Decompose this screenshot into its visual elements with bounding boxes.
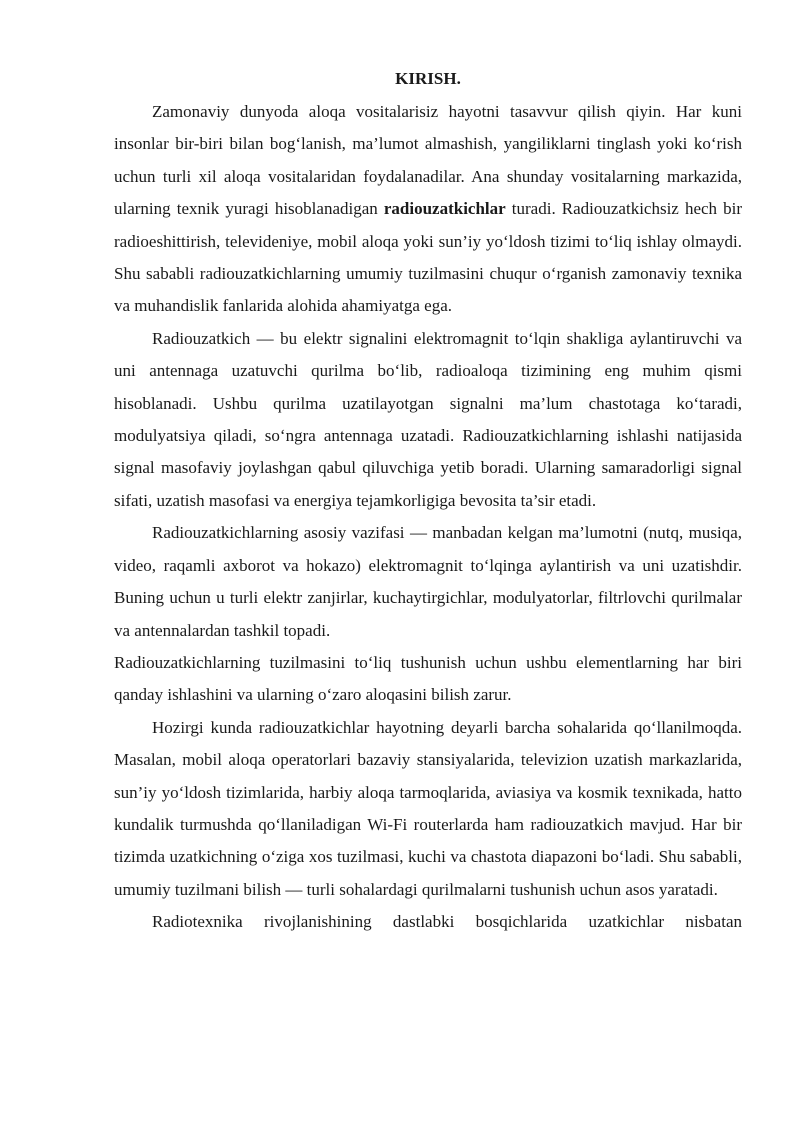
paragraph-definition: Radiouzatkich — bu elektr signalini elektromagnit to‘lqin shakliga aylantiruvchi va uni antennaga uzatuvchi qurilma bo‘lib, radioaloqa tizimining eng muhim qismi hisoblanadi. Ushbu qurilma uzatilayotgan signalni ma’lum chastotaga ko‘taradi, modulyatsiya qiladi, so‘ngra antennaga uzatadi. Radiouzatkichlarning ishlashi natijasida signal masofaviy joylashgan qabul qiluvchiga yetib boradi. Ularning samaradorligi signal sifati, uzatish masofasi va energiya tejamkorligiga bevosita ta’sir etadi. bbox=[114, 328, 742, 510]
document-page bbox=[114, 64, 742, 939]
paragraph-intro-text-after: turadi. Radiouzatkichsiz hech bir radioeshittirish, televideniye, mobil aloqa yoki sun’iy yo‘ldosh tizimi to‘liq ishlay olmaydi. Shu sababli radiouzatkichlarning umumiy tuzilmasini chuqur o‘rganish zamonaviy texnika va muhandislik fanlarida alohida ahamiyatga ega. bbox=[114, 199, 743, 316]
paragraph-intro bbox=[114, 96, 742, 323]
bold-term-radiouzatkichlar: radiouzatkichlar bbox=[383, 199, 506, 219]
paragraph-main-function: Radiouzatkichlarning asosiy vazifasi — manbadan kelgan ma’lumotni (nutq, musiqa, video, raqamli axborot va hokazo) elektromagnit to‘lqinga aylantirish va uni uzatishdir. Buning uchun u turli elektr zanjirlar, kuchaytirgichlar, modulyatorlar, filtrlovchi qurilmalar va antennalardan tashkil topadi. bbox=[114, 523, 742, 640]
paragraph-history: Radiotexnika rivojlanishining dastlabki bosqichlarida uzatkichlar nisbatan bbox=[152, 912, 742, 932]
paragraph-intro-text-before: Zamonaviy dunyoda aloqa vositalarisiz hayotni tasavvur qilish qiyin. Har kuni insonlar bir-biri bilan bog‘lanish, ma’lumot almashish, yangiliklarni tinglash yoki ko‘rish uchun turli xil aloqa vositalaridan foydalanadilar. Ana shunday vositalarning markazida, ularning texnik yuragi hisoblanadigan bbox=[114, 102, 742, 219]
paragraph-applications: Hozirgi kunda radiouzatkichlar hayotning deyarli barcha sohalarida qo‘llanilmoqda. Masalan, mobil aloqa operatorlari bazaviy stansiyalarida, televizion uzatish markazlarida, sun’iy yo‘ldosh tizimlarida, harbiy aloqa tarmoqlarida, aviasiya va kosmik texnikada, hatto kundalik turmushda qo‘llaniladigan Wi-Fi routerlarda ham radiouzatkich mavjud. Har bir tizimda uzatkichning o‘ziga xos tuzilmasi, kuchi va chastota diapazoni bo‘ladi. Shu sababli, umumiy tuzilmani bilish — turli sohalardagi qurilmalarni tushunish uchun asos yaratadi. bbox=[114, 717, 742, 899]
paragraph-structure-note: Radiouzatkichlarning tuzilmasini to‘liq tushunish uchun ushbu elementlarning har biri qanday ishlashini va ularning o‘zaro aloqasini bilish zarur. bbox=[114, 652, 742, 705]
document-title: KIRISH. bbox=[395, 69, 461, 88]
